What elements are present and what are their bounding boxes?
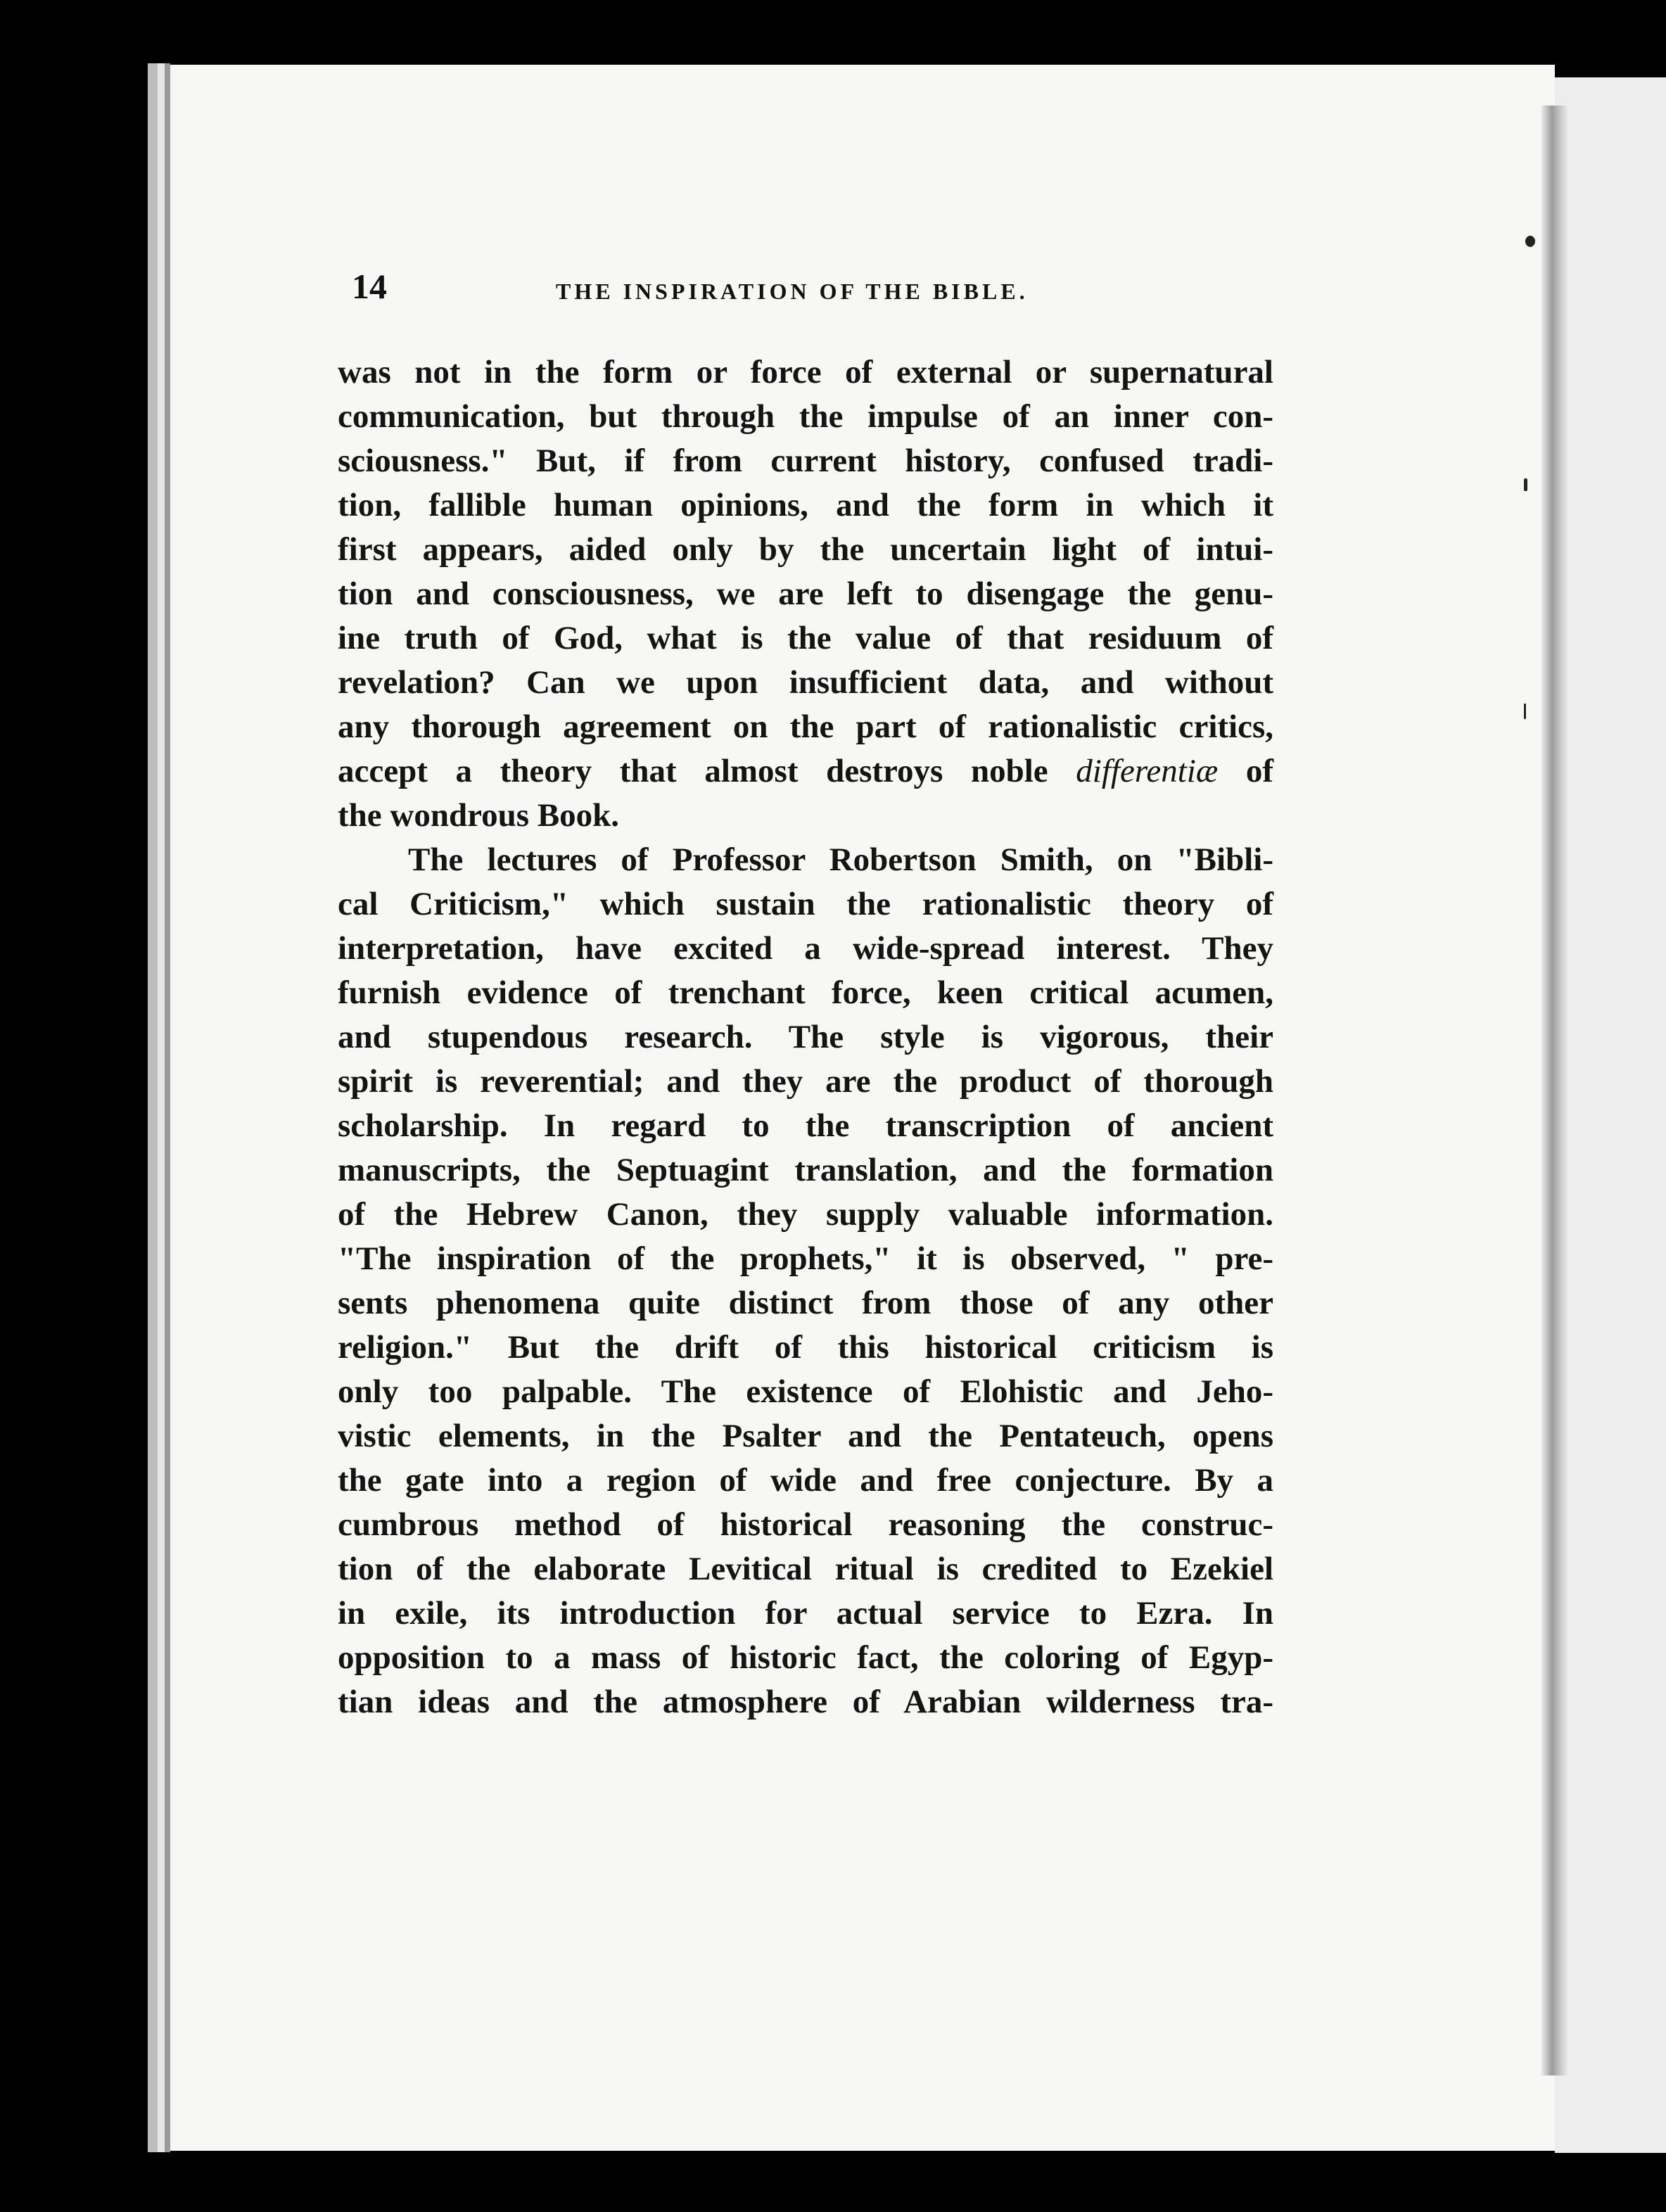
text-line: vistic elements, in the Psalter and the Pentateuch, opens [338,1418,1273,1454]
text-line: opposition to a mass of historic fact, the coloring of Egyp- [338,1639,1273,1676]
text-line: communication, but through the impulse of an inner con- [338,398,1273,435]
facing-page [1555,77,1666,2153]
text-line: any thorough agreement on the part of rationalistic critics, [338,708,1273,745]
ink-speck [1524,478,1527,491]
text-line: revelation? Can we upon insufficient data, and without [338,664,1273,701]
italic-term: differentiæ [1076,753,1219,789]
text-line: sciousness." But, if from current history, confused tradi- [338,443,1273,479]
text-line: "The inspiration of the prophets," it is observed, " pre- [338,1240,1273,1277]
running-title: THE INSPIRATION OF THE BIBLE. [556,279,1029,304]
text-line: ine truth of God, what is the value of that residuum of [338,620,1273,656]
text-line: and stupendous research. The style is vigorous, their [338,1019,1273,1055]
ink-speck [1524,704,1526,719]
text-line: spirit is reverential; and they are the product of thorough [338,1063,1273,1100]
text-line: was not in the form or force of external or supernatural [338,354,1273,390]
text-line: manuscripts, the Septuagint translation, and the formation [338,1152,1273,1188]
text-line: first appears, aided only by the uncertain light of intui- [338,531,1273,568]
text-line: tion and consciousness, we are left to disengage the genu- [338,576,1273,612]
page-gutter [1541,106,1569,2076]
text-line: in exile, its introduction for actual service to Ezra. In [338,1595,1273,1632]
text-line: tian ideas and the atmosphere of Arabian wilderness tra- [338,1684,1273,1720]
ink-speck [1525,236,1535,247]
page-stack-edge [165,63,170,2152]
text-line: the gate into a region of wide and free conjecture. By a [338,1462,1273,1499]
page-stack-edge [158,63,165,2152]
text-line: cal Criticism," which sustain the rationalistic theory of [338,886,1273,922]
text-line: cumbrous method of historical reasoning the construc- [338,1506,1273,1543]
text-line: accept a theory that almost destroys noble differentiæ of [338,753,1273,789]
text-line: religion." But the drift of this historical criticism is [338,1329,1273,1366]
text-line: The lectures of Professor Robertson Smith, on "Bibli- [408,841,1273,878]
text-line: tion, fallible human opinions, and the form in which it [338,487,1273,523]
text-line: interpretation, have excited a wide-spread interest. They [338,930,1273,967]
text-line: only too palpable. The existence of Elohistic and Jeho- [338,1373,1273,1410]
text-line: scholarship. In regard to the transcription of ancient [338,1107,1273,1144]
text-line: tion of the elaborate Levitical ritual is credited to Ezekiel [338,1551,1273,1587]
running-head [352,266,1266,308]
text-line: of the Hebrew Canon, they supply valuable information. [338,1196,1273,1233]
text-line: sents phenomena quite distinct from those of any other [338,1285,1273,1321]
body-text [338,350,1273,1724]
page-number: 14 [352,267,387,306]
text-line: the wondrous Book. [338,797,620,834]
text-line: furnish evidence of trenchant force, keen critical acumen, [338,974,1273,1011]
page-stack-edge [148,63,158,2152]
